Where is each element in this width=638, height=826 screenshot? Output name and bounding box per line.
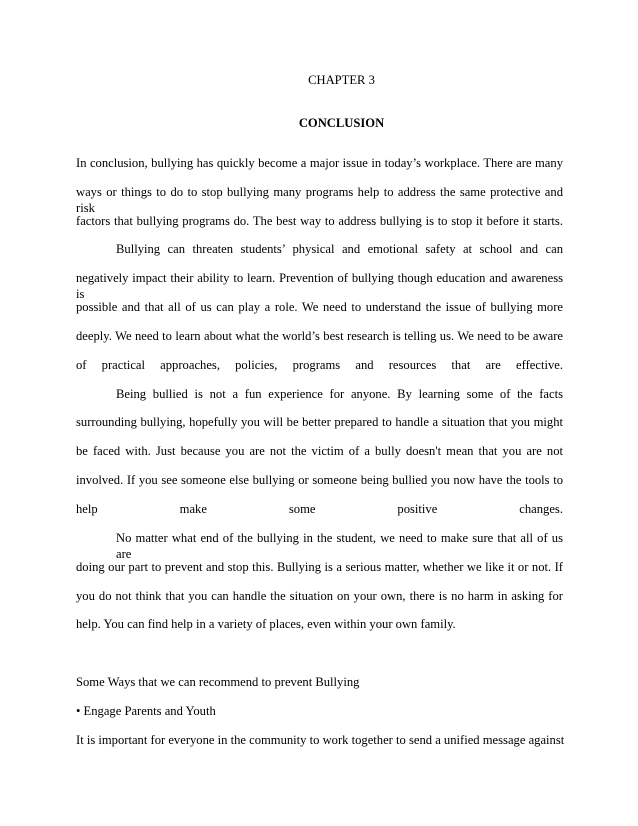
paragraph-line: It is important for everyone in the community to work together to send a unified message against [76,733,565,747]
paragraph-line: help. You can find help in a variety of places, even within your own family. [76,617,456,631]
paragraph-line: ways or things to do to stop bullying many programs help to address the same protective and risk [76,185,563,215]
paragraph-line: doing our part to prevent and stop this. Bullying is a serious matter, whether we like it or not. If [76,560,563,574]
page-title: CONCLUSION [298,116,385,130]
paragraph-line: you do not think that you can handle the situation on your own, there is no harm in asking for [76,589,563,603]
bullet-item: • Engage Parents and Youth [76,704,216,718]
paragraph-line: Being bullied is not a fun experience for anyone. By learning some of the facts [116,387,563,401]
paragraph-line: factors that bullying programs do. The best way to address bullying is to stop it before it starts. [76,214,563,228]
paragraph-line: In conclusion, bullying has quickly become a major issue in today’s workplace. There are many [76,156,563,170]
paragraph-line: negatively impact their ability to learn. Prevention of bullying though education and awareness is [76,271,563,301]
paragraph-line: surrounding bullying, hopefully you will be better prepared to handle a situation that you might [76,415,563,429]
paragraph-line: be faced with. Just because you are not the victim of a bully doesn't mean that you are not [76,444,563,458]
section-subheading: Some Ways that we can recommend to prevent Bullying [76,675,360,689]
chapter-label: CHAPTER 3 [308,73,375,87]
paragraph-line: possible and that all of us can play a role. We need to understand the issue of bullying more [76,300,563,314]
paragraph-line: No matter what end of the bullying in the student, we need to make sure that all of us are [116,531,563,561]
paragraph-line: involved. If you see someone else bullying or someone being bullied you now have the tools to [76,473,563,487]
paragraph-line: deeply. We need to learn about what the world’s best research is telling us. We need to be aware [76,329,563,343]
paragraph-line: of practical approaches, policies, programs and resources that are effective. [76,358,563,372]
paragraph-line: Bullying can threaten students’ physical and emotional safety at school and can [116,242,563,256]
paragraph-line: help make some positive changes. [76,502,563,516]
